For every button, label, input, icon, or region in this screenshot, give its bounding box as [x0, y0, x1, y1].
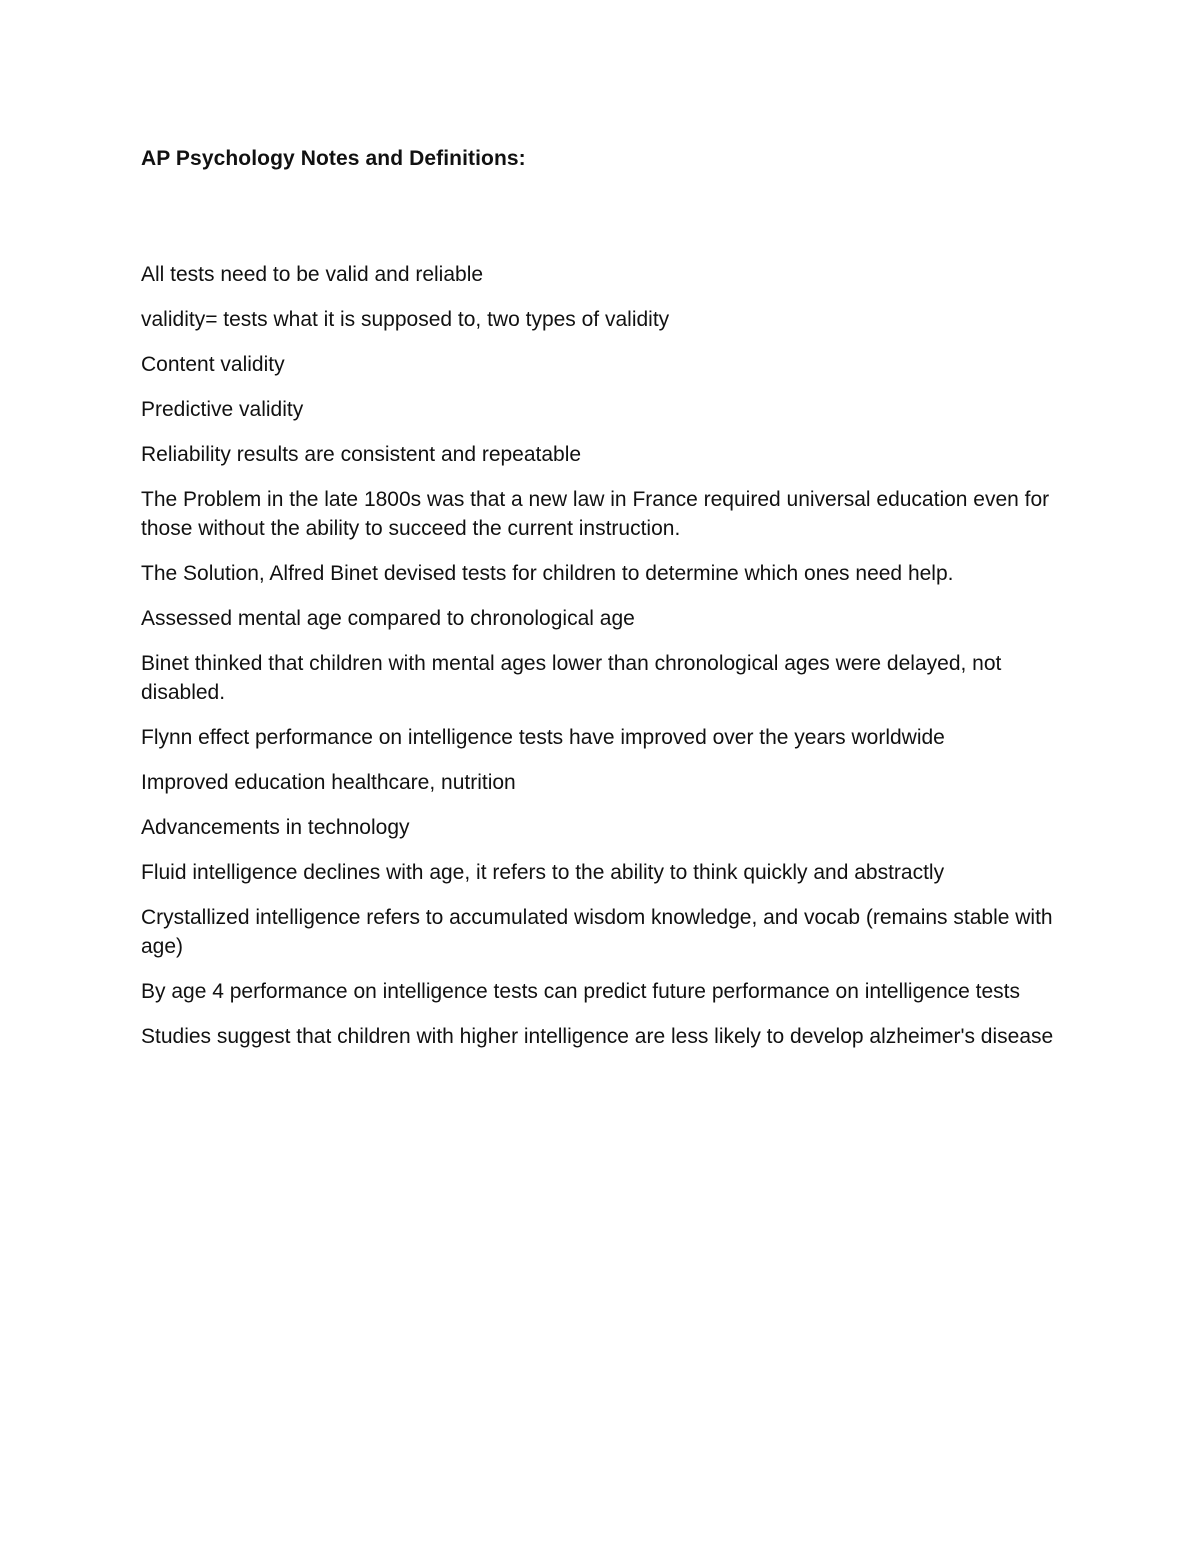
note-line: Crystallized intelligence refers to accumulated wisdom knowledge, and vocab (remains stable with age)	[141, 906, 1053, 958]
note-line: By age 4 performance on intelligence tests can predict future performance on intelligence tests	[141, 980, 1020, 1003]
note-line: The Problem in the late 1800s was that a new law in France required universal education even for those without the ability to succeed the current instruction.	[141, 488, 1050, 540]
note-line: Fluid intelligence declines with age, it refers to the ability to think quickly and abstractly	[141, 861, 945, 884]
note-line: Assessed mental age compared to chronological age	[141, 607, 635, 630]
note-line: Improved education healthcare, nutrition	[141, 771, 516, 794]
note-line: Binet thinked that children with mental ages lower than chronological ages were delayed, not disabled.	[141, 652, 1002, 704]
note-line: All tests need to be valid and reliable	[141, 263, 484, 286]
notes-list	[141, 260, 1076, 1067]
note-line: Content validity	[141, 353, 285, 376]
note-line: The Solution, Alfred Binet devised tests for children to determine which ones need help.	[141, 562, 954, 585]
note-line: Advancements in technology	[141, 816, 410, 839]
note-line: Studies suggest that children with higher intelligence are less likely to develop alzheimer's disease	[141, 1025, 1054, 1048]
note-line: Reliability results are consistent and repeatable	[141, 443, 582, 466]
note-line: Flynn effect performance on intelligence tests have improved over the years worldwide	[141, 726, 945, 749]
note-line: validity= tests what it is supposed to, two types of validity	[141, 308, 670, 331]
note-line: Predictive validity	[141, 398, 304, 421]
document-title: AP Psychology Notes and Definitions:	[141, 147, 526, 170]
